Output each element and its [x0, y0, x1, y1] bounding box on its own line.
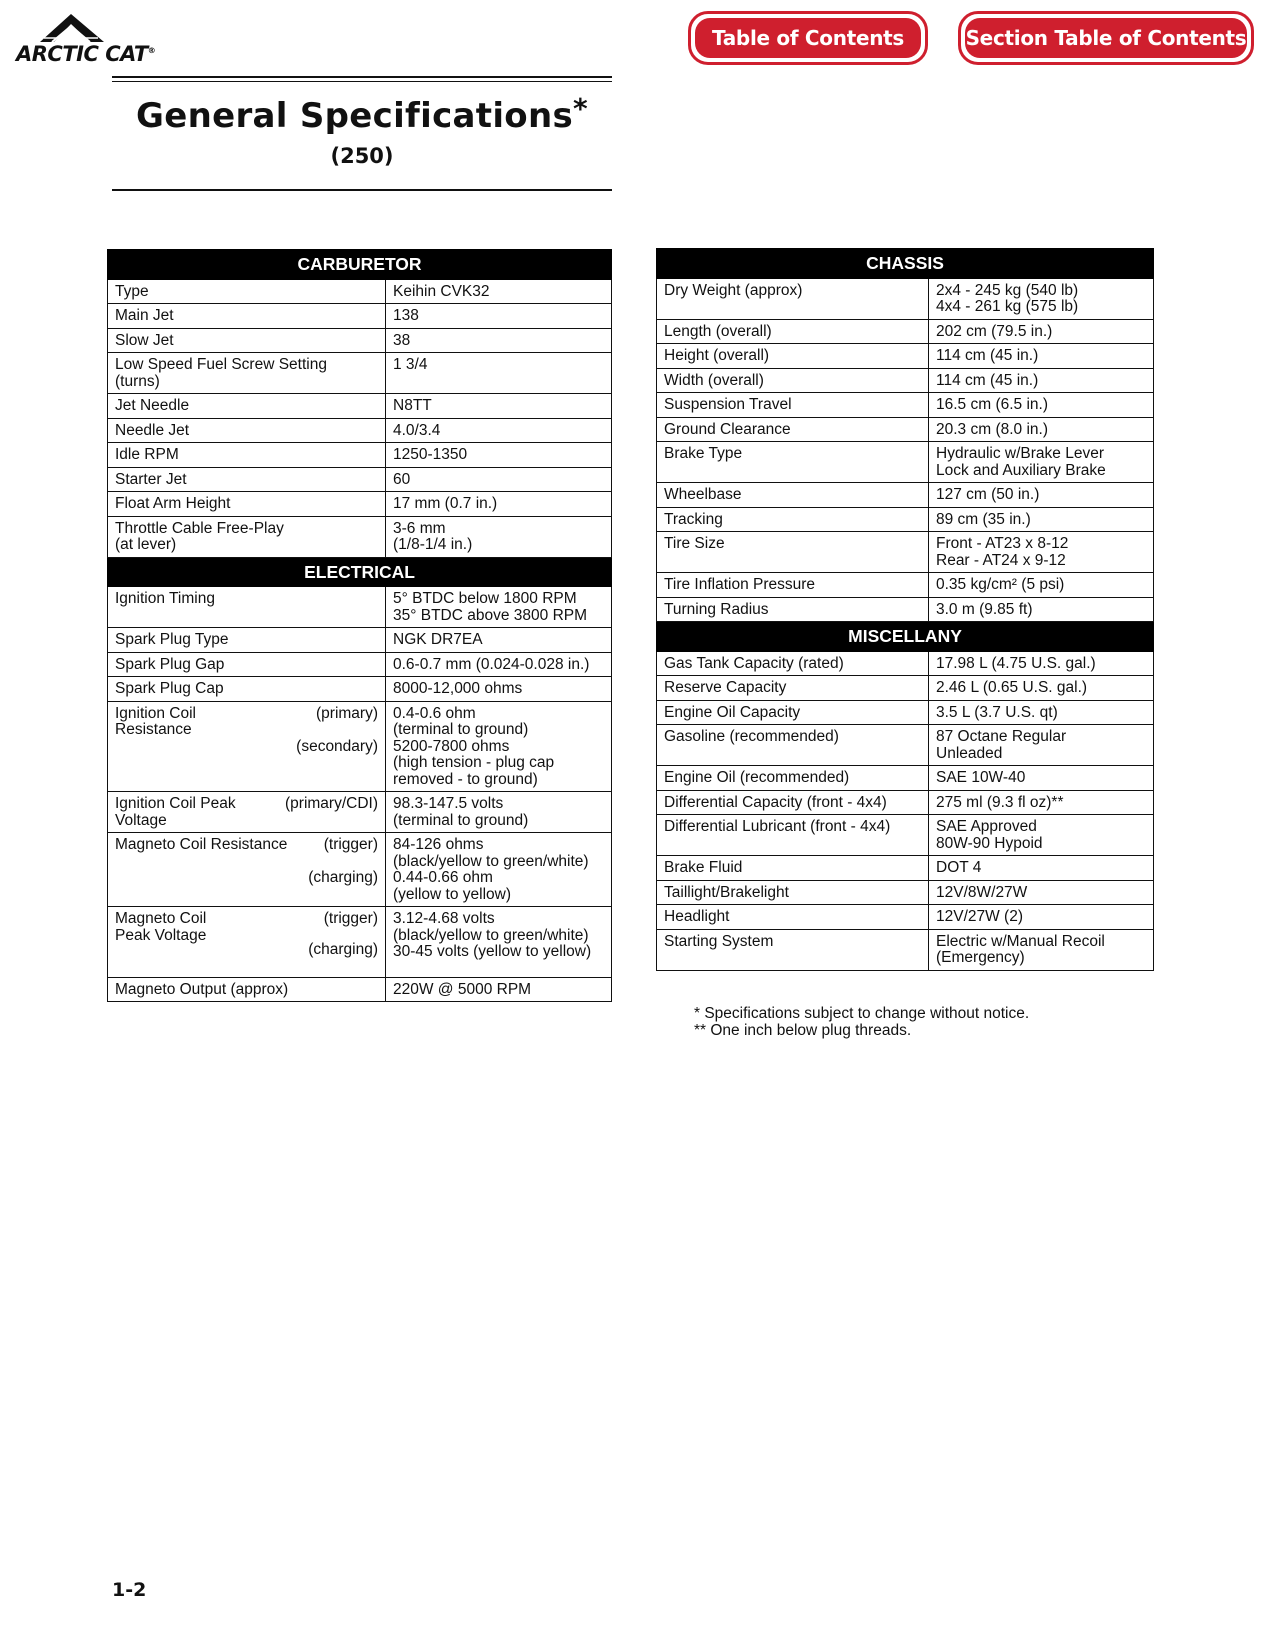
spec-value: 87 Octane Regular Unleaded [929, 725, 1154, 766]
title-top-rule-thin [112, 81, 612, 82]
spec-value: 0.35 kg/cm² (5 psi) [929, 573, 1154, 598]
spec-value: SAE 10W-40 [929, 766, 1154, 791]
table-row [108, 418, 612, 443]
table-row [657, 880, 1154, 905]
footnote-2: ** One inch below plug threads. [694, 1021, 912, 1039]
logo-mountain-icon [38, 12, 106, 44]
page-subtitle: (250) [330, 144, 394, 168]
spec-label: Tire Inflation Pressure [657, 573, 929, 598]
spec-label: Dry Weight (approx) [657, 278, 929, 319]
spec-label: Engine Oil Capacity [657, 700, 929, 725]
table-row [108, 907, 612, 978]
spec-label: Brake Fluid [657, 856, 929, 881]
spec-label: Reserve Capacity [657, 676, 929, 701]
spec-value: 17.98 L (4.75 U.S. gal.) [929, 651, 1154, 676]
spec-value: 98.3-147.5 volts (terminal to ground) [386, 792, 612, 833]
table-row [657, 442, 1154, 483]
spec-label: Wheelbase [657, 483, 929, 508]
table-row [108, 652, 612, 677]
spec-value: 114 cm (45 in.) [929, 344, 1154, 369]
logo-wordmark: ARCTIC CAT® [16, 42, 156, 66]
table-row [108, 467, 612, 492]
spec-value: 17 mm (0.7 in.) [386, 492, 612, 517]
spec-value: 60 [386, 467, 612, 492]
title-top-rule [112, 76, 612, 78]
electrical-heading: ELECTRICAL [108, 557, 612, 587]
title-asterisk: * [573, 92, 588, 125]
table-row [657, 319, 1154, 344]
spec-value: Front - AT23 x 8-12 Rear - AT24 x 9-12 [929, 532, 1154, 573]
footnotes [694, 1006, 1029, 1039]
table-row [657, 344, 1154, 369]
table-row [657, 725, 1154, 766]
spec-label: Engine Oil (recommended) [657, 766, 929, 791]
spec-value: NGK DR7EA [386, 628, 612, 653]
table-row [657, 573, 1154, 598]
table-row [108, 587, 612, 628]
table-row [657, 417, 1154, 442]
table-row [657, 815, 1154, 856]
carburetor-electrical-table [107, 249, 612, 1002]
spec-label: Headlight [657, 905, 929, 930]
spec-label: Turning Radius [657, 597, 929, 622]
spec-label: Slow Jet [108, 328, 386, 353]
spec-value: 1 3/4 [386, 353, 612, 394]
table-row [657, 368, 1154, 393]
section-header-row [108, 557, 612, 587]
table-row [657, 483, 1154, 508]
section-header-row [657, 249, 1154, 279]
spec-value: Hydraulic w/Brake Lever Lock and Auxiliary Brake [929, 442, 1154, 483]
carburetor-heading: CARBURETOR [108, 250, 612, 280]
spec-label: Brake Type [657, 442, 929, 483]
table-row [657, 278, 1154, 319]
spec-label: Main Jet [108, 304, 386, 329]
spec-value: 5° BTDC below 1800 RPM 35° BTDC above 3800 RPM [386, 587, 612, 628]
spec-value: DOT 4 [929, 856, 1154, 881]
spec-label: Starter Jet [108, 467, 386, 492]
spec-value: 220W @ 5000 RPM [386, 977, 612, 1002]
chassis-heading: CHASSIS [657, 249, 1154, 279]
spec-label: Suspension Travel [657, 393, 929, 418]
spec-label: Needle Jet [108, 418, 386, 443]
spec-value: Keihin CVK32 [386, 279, 612, 304]
table-row [108, 394, 612, 419]
spec-label: Ignition Timing [108, 587, 386, 628]
spec-label: Ground Clearance [657, 417, 929, 442]
page-title: General Specifications* [136, 92, 588, 136]
spec-value: 202 cm (79.5 in.) [929, 319, 1154, 344]
spec-value: 89 cm (35 in.) [929, 507, 1154, 532]
spec-label: Taillight/Brakelight [657, 880, 929, 905]
table-row [108, 701, 612, 792]
table-row [657, 700, 1154, 725]
table-row [108, 977, 612, 1002]
spec-label: Magneto Output (approx) [108, 977, 386, 1002]
spec-label: Ignition Coil Peak (primary/CDI) Voltage [108, 792, 386, 833]
table-row [108, 833, 612, 907]
table-row [657, 766, 1154, 791]
spec-value: 4.0/3.4 [386, 418, 612, 443]
spec-value: 114 cm (45 in.) [929, 368, 1154, 393]
table-row [108, 353, 612, 394]
section-header-row [657, 622, 1154, 652]
spec-label: Float Arm Height [108, 492, 386, 517]
spec-value: 8000-12,000 ohms [386, 677, 612, 702]
spec-label: Magneto Coil Resistance (trigger) (charging) [108, 833, 386, 907]
spec-label: Ignition Coil (primary) Resistance (secondary) [108, 701, 386, 792]
spec-label: Gasoline (recommended) [657, 725, 929, 766]
spec-value: SAE Approved 80W-90 Hypoid [929, 815, 1154, 856]
table-row [657, 651, 1154, 676]
table-row [108, 628, 612, 653]
table-row [108, 677, 612, 702]
spec-value: 12V/27W (2) [929, 905, 1154, 930]
spec-value: 20.3 cm (8.0 in.) [929, 417, 1154, 442]
table-row [657, 676, 1154, 701]
spec-value: Electric w/Manual Recoil (Emergency) [929, 929, 1154, 970]
table-row [108, 516, 612, 557]
table-row [657, 790, 1154, 815]
table-row [657, 905, 1154, 930]
spec-value: N8TT [386, 394, 612, 419]
section-header-row [108, 250, 612, 280]
spec-label: Spark Plug Gap [108, 652, 386, 677]
table-row [108, 492, 612, 517]
table-row [657, 929, 1154, 970]
spec-value: 3.5 L (3.7 U.S. qt) [929, 700, 1154, 725]
spec-value: 3.12-4.68 volts (black/yellow to green/white) 30-45 volts (yellow to yellow) [386, 907, 612, 978]
spec-label: Jet Needle [108, 394, 386, 419]
spec-label: Length (overall) [657, 319, 929, 344]
table-of-contents-button[interactable] [688, 11, 928, 65]
spec-label: Differential Capacity (front - 4x4) [657, 790, 929, 815]
table-row [657, 856, 1154, 881]
spec-value: 2x4 - 245 kg (540 lb) 4x4 - 261 kg (575 lb) [929, 278, 1154, 319]
footnote-1: * Specifications subject to change without notice. [694, 1005, 1030, 1022]
spec-label: Spark Plug Cap [108, 677, 386, 702]
table-row [108, 443, 612, 468]
table-row [108, 279, 612, 304]
spec-label: Idle RPM [108, 443, 386, 468]
spec-value: 12V/8W/27W [929, 880, 1154, 905]
spec-label: Type [108, 279, 386, 304]
arctic-cat-logo [16, 12, 156, 68]
spec-label: Throttle Cable Free-Play (at lever) [108, 516, 386, 557]
table-row [657, 532, 1154, 573]
spec-value: 138 [386, 304, 612, 329]
spec-value: 84-126 ohms (black/yellow to green/white) 0.44-0.66 ohm (yellow to yellow) [386, 833, 612, 907]
table-row [657, 507, 1154, 532]
miscellany-heading: MISCELLANY [657, 622, 1154, 652]
table-row [108, 792, 612, 833]
spec-label: Low Speed Fuel Screw Setting (turns) [108, 353, 386, 394]
spec-label: Tracking [657, 507, 929, 532]
spec-label: Tire Size [657, 532, 929, 573]
section-table-of-contents-button[interactable] [958, 11, 1254, 65]
spec-label: Gas Tank Capacity (rated) [657, 651, 929, 676]
spec-value: 2.46 L (0.65 U.S. gal.) [929, 676, 1154, 701]
section-table-of-contents-label: Section Table of Contents [965, 18, 1247, 58]
table-row [657, 393, 1154, 418]
spec-value: 0.4-0.6 ohm (terminal to ground) 5200-7800 ohms (high tension - plug cap removed - to ground) [386, 701, 612, 792]
spec-value: 3-6 mm (1/8-1/4 in.) [386, 516, 612, 557]
spec-value: 1250-1350 [386, 443, 612, 468]
spec-value: 38 [386, 328, 612, 353]
spec-label: Width (overall) [657, 368, 929, 393]
spec-label: Magneto Coil (trigger) Peak Voltage (charging) [108, 907, 386, 978]
spec-value: 275 ml (9.3 fl oz)** [929, 790, 1154, 815]
spec-label: Height (overall) [657, 344, 929, 369]
spec-value: 3.0 m (9.85 ft) [929, 597, 1154, 622]
table-of-contents-label: Table of Contents [695, 18, 921, 58]
table-row [108, 304, 612, 329]
spec-label: Starting System [657, 929, 929, 970]
spec-label: Spark Plug Type [108, 628, 386, 653]
table-row [108, 328, 612, 353]
table-row [657, 597, 1154, 622]
spec-value: 127 cm (50 in.) [929, 483, 1154, 508]
spec-value: 16.5 cm (6.5 in.) [929, 393, 1154, 418]
title-bottom-rule [112, 189, 612, 191]
spec-value: 0.6-0.7 mm (0.024-0.028 in.) [386, 652, 612, 677]
spec-label: Differential Lubricant (front - 4x4) [657, 815, 929, 856]
page-number: 1-2 [112, 1579, 147, 1601]
chassis-miscellany-table [656, 248, 1154, 971]
